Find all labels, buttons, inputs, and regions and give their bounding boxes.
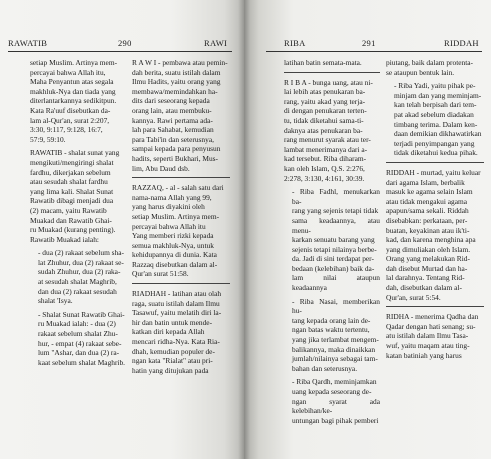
entry-rawatib: RAWATIB - shalat sunat yang mengikuti/mengiringi shalat fardhu, dikerjakan sebelum atau sesudah shalat fardhu yang lima kali. Shalat Sunat Rawatib dibagi menjadi dua (2) macam, yaitu Rawatib Muakad dan Rawatib Ghai- ru Muakad (kurang penting). Rawatib Muakad ialah: (30, 148, 120, 244)
right-column-1 (284, 58, 380, 429)
left-header-rule (8, 51, 232, 52)
right-header-rule (266, 51, 482, 52)
right-page-number: 291 (362, 38, 376, 48)
entry-divider (386, 162, 484, 163)
rawatib-ghairu-muakad-list: - Shalat Sunat Rawatib Ghai- ru Muakad ialah: - dua (2) rakaat sebelum shalat Zhu- hur, - empat (4) rakaat sebe- lum "Ashar, dan dua (2) ra- kaat sebelum shalat Maghrib. (38, 309, 126, 367)
entry-riadhah: RIADHAH - latihan atau olah raga, suatu istilah dalam Ilmu Tasawuf, yaitu melatih diri la- hir dan batin untuk mende- katkan diri kepada Allah mencari ridha-Nya. Kata Ria- dhah, kemudian populer de- ngan kata "Rialat" atau pri- hatin yang ditujukan pada (132, 289, 222, 375)
left-running-head-left: RAWATIB (8, 38, 48, 48)
right-running-head-right: RIDDAH (444, 38, 479, 48)
riba-fadhl: - Riba Fadhl, menukarkan ba- rang yang sejenis tetapi tidak sama keadaannya, atau menu- karkan senuatu barang yang sejenis tetapi nilainya berbe- da. Jadi di sini terdapat per- bedaan (kelebihan) baik da- lam nilai ataupun keadaannya (292, 187, 380, 293)
entry-divider (132, 177, 230, 178)
right-running-head-left: RIBA (284, 38, 306, 48)
riba-yadi: - Riba Yadi, yaitu pihak pe- minjam dan yang meminjam- kan telah berpisah dari tem- pat akad sebelum diadakan timbang terima. Dalam ken- daan demikian dikhawatirkan terjadi penyimpangan yang tidak diketahui kedua pihak. (394, 81, 482, 158)
entry-riddah: RIDDAH - murtad, yaitu keluar dari agama Islam, berbalik masuk ke agama selain Islam atau tidak mengakui agama apapun/sama sekali. Riddah disebabkan: perkataan, per- buatan, keyakinan atau ik'ti- kad, dan karena menghina apa yang dimuliakan oleh Islam. Orang yang melakukan Rid- dah disebut Murtad dan ha- lal darahnya. Tentang Rid- dah, disebutkan dalam al- Qur'an, surat 5:54. (386, 167, 481, 302)
entry-rawi: R A W I - pembawa atau pemin- dah berita, suatu istilah dalam Ilmu Hadits, yaitu orang yang membawa/memindahkan ha- dits dari seseorang kepada orang lain, atau membuku- kannya. Rawi pertama ada- lah para Sahabat, kemudian para Tabi'in dan seterusnya, sampai kepada para penyusun hadits, seperti Bukhari, Mus- lim, Abu Daud dsb. (132, 58, 228, 173)
right-column-2 (386, 58, 484, 364)
riba-qardh-end: piutang, baik dalam protenta- se ataupun bentuk lain. (386, 58, 474, 77)
riba-qardh: - Riba Qardh, meminjamkan uang kepada seseorang de- ngan syarat ada kelebihan/ke- untungan bagi pihak pemberi (292, 377, 380, 425)
entry-divider (132, 283, 230, 284)
entry-divider (386, 306, 484, 307)
entry-riba: R I B A - bunga uang, atau ni- lai lebih atas penukaran ba- rang, yaitu akad yang terja- di dengan penukaran terten- tu, tidak diketahui sama-ti- daknya atas penukaran ba- rang menurut syarak atau ter- lambat menerimanya dari a- kad tersebut. Riba diharam- kan oleh Islam, Q.S. 2:276, 2:278, 3:130, 4:161, 30:39. (284, 77, 373, 183)
left-column-2 (132, 58, 230, 379)
entry-rauf-end: setiap Muslim. Artinya mem- percayai bahwa Allah itu, Maha Penyantun atas segala makhluk-Nya dan tiada yang diterlantarkannya sedikitpun. Kata Ra'uuf disebutkan da- lam al-Qur'an, surat 2:207, 3:30, 9:117, 9:128, 16:7, 57:9, 59:10. (30, 58, 118, 144)
right-page (244, 0, 491, 459)
left-column-1 (30, 58, 126, 371)
left-running-head-right: RAWI (204, 38, 228, 48)
entry-ridha: RIDHA - menerima Qadha dan Qadar dengan hati senang; su- atu istilah dalam Ilmu Tasa- wuf, yaitu maqam atau ting- katan batiniah yang harus (386, 312, 479, 360)
entry-razzaq: RAZZAQ, - al - salah satu dari nama-nama Allah yang 99, yang harus diyakini oleh setiap Muslim. Artinya mem- percayai bahwa Allah itu Yang memberi rizki kepada semua makhluk-Nya, untuk kehidupannya di dunia. Kata Razzaq disebutkan dalam al- Qur'an surat 51:58. (132, 183, 224, 279)
book-gutter-shadow (238, 0, 250, 459)
left-page (0, 0, 244, 459)
rawatib-muakad-list: - dua (2) rakaat sebelum sha- lat Zhuhur, dua (2) rakaat se- sudah Zhuhur, dua (2) raka- at sesudah shalat Maghrib, dan dua (2) rakaat sesudah shalat 'Isya. (38, 248, 124, 306)
left-page-number: 290 (118, 38, 132, 48)
entry-riadhah-end: latihan batin semata-mata. (284, 58, 362, 67)
riba-nasai: - Riba Nasai, memberikan hu- tang kepada orang lain de- ngan batas waktu tertentu, yang jika terlambat mengem- balikannya, maka dinaikkan jumlah/nilainya sebagai tam- bahan dan seterusnya. (292, 296, 380, 373)
entry-divider (284, 72, 380, 73)
